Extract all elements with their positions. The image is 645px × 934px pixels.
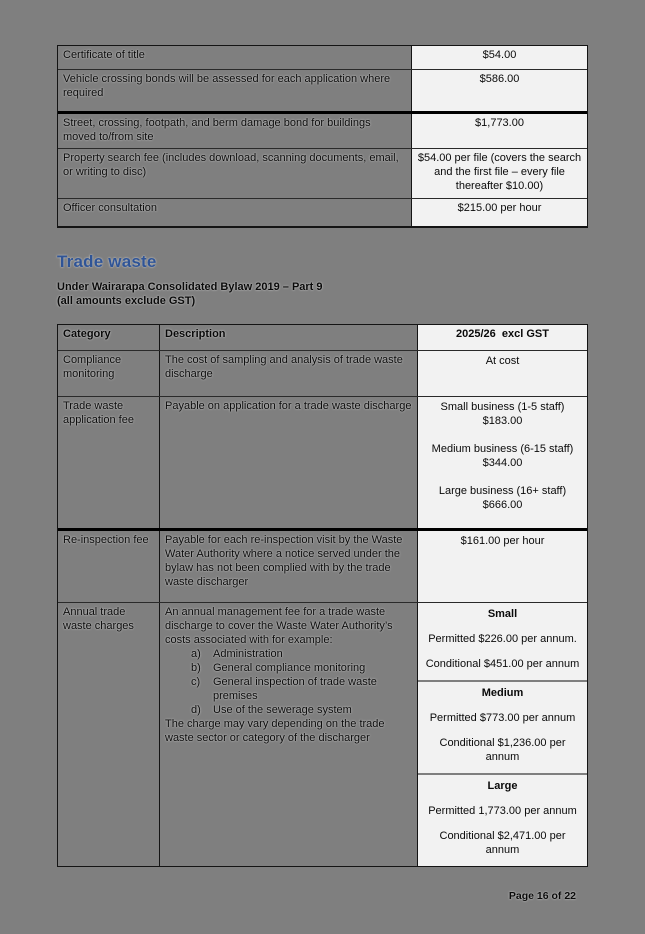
table-row-compliance-monitoring (58, 350, 587, 396)
list-marker: b) (191, 662, 201, 674)
tier-large (423, 484, 582, 512)
fee-item-label: Street, crossing, footpath, and berm damage bond for buildings moved to/from site (63, 117, 371, 143)
fee-item-label: Property search fee (includes download, scanning documents, email, or writing to disc) (63, 152, 399, 178)
annual-conditional: Conditional $451.00 per annum (425, 658, 580, 670)
trade-waste-table (57, 324, 588, 867)
list-text: General inspection of trade waste premises (213, 676, 377, 702)
list-marker: c) (191, 676, 201, 688)
annual-permitted: Permitted $226.00 per annum. (428, 633, 577, 645)
tier-label: Small business (1-5 staff) (440, 401, 565, 413)
table-row (58, 111, 587, 148)
table-row-annual-charges (58, 602, 587, 866)
section-heading: Trade waste (57, 252, 157, 271)
table-header-row (58, 325, 587, 350)
description-text: Payable for each re-inspection visit by the Waste Water Authority where a notice served under the bylaw has not been complied with by the trade waste discharger (159, 531, 417, 602)
list-text: General compliance monitoring (213, 662, 366, 674)
misc-fees-table (57, 45, 588, 228)
fee-item-label: Vehicle crossing bonds will be assessed for each application where required (63, 73, 391, 99)
list-marker: a) (191, 648, 201, 660)
table-row (58, 46, 587, 69)
table-row (58, 198, 587, 226)
description-note: The charge may vary depending on the trade waste sector or category of the discharger (165, 718, 385, 744)
category-label: Annual trade waste charges (63, 606, 134, 632)
tier-medium (423, 442, 582, 470)
annual-section-title: Medium (481, 687, 524, 699)
tier-small (423, 400, 582, 428)
list-item (165, 675, 412, 703)
fee-item-label: Officer consultation (63, 202, 157, 214)
table-row (58, 69, 587, 111)
fee-item-label: Certificate of title (63, 49, 145, 61)
list-text: Use of the sewerage system (213, 704, 352, 716)
category-label: Compliance monitoring (63, 354, 122, 380)
annual-section-large (418, 773, 587, 866)
section-subheading-gst: (all amounts exclude GST) (57, 295, 196, 307)
list-item (165, 647, 412, 661)
description-text (159, 603, 417, 866)
description-text: Payable on application for a trade waste discharge (159, 397, 417, 528)
column-header-amount: 2025/26 excl GST (417, 325, 587, 350)
list-text: Administration (213, 648, 283, 660)
tier-label: Medium business (6-15 staff) (431, 443, 574, 455)
annual-conditional: Conditional $2,471.00 per annum (439, 830, 566, 856)
tier-price: $183.00 (482, 415, 523, 427)
annual-permitted: Permitted 1,773.00 per annum (428, 805, 577, 817)
column-header-category: Category (63, 328, 111, 340)
section-subheading-bylaw: Under Wairarapa Consolidated Bylaw 2019 – Part 9 (57, 281, 323, 293)
fee-amount: $54.00 (411, 46, 587, 69)
fee-amount: $1,773.00 (411, 114, 587, 148)
annual-section-title: Large (487, 780, 518, 792)
annual-section-title: Small (487, 608, 518, 620)
tier-price: $344.00 (482, 457, 523, 469)
list-item (165, 661, 412, 675)
category-label: Trade waste application fee (63, 400, 134, 426)
amount-value: $161.00 per hour (417, 531, 587, 602)
category-label: Re-inspection fee (63, 534, 149, 546)
description-list (165, 647, 412, 717)
annual-section-medium (418, 680, 587, 773)
annual-conditional: Conditional $1,236.00 per annum (439, 737, 566, 763)
description-text: The cost of sampling and analysis of trade waste discharge (159, 351, 417, 396)
tier-label: Large business (16+ staff) (438, 485, 567, 497)
table-row-application-fee (58, 396, 587, 528)
annual-section-small (418, 603, 587, 680)
list-item (165, 703, 412, 717)
fee-amount: $586.00 (411, 70, 587, 111)
tier-price: $666.00 (482, 499, 523, 511)
list-marker: d) (191, 704, 201, 716)
table-row-reinspection-fee (58, 528, 587, 602)
page-number: Page 16 of 22 (508, 890, 576, 902)
table-row (58, 148, 587, 198)
description-intro: An annual management fee for a trade waste discharge to cover the Waste Water Authority’s costs associated with for example: (165, 606, 393, 646)
amount-value (417, 603, 587, 866)
annual-permitted: Permitted $773.00 per annum (429, 712, 576, 724)
amount-value: At cost (417, 351, 587, 396)
fee-amount: $215.00 per hour (411, 199, 587, 226)
fee-amount: $54.00 per file (covers the search and the first file – every file thereafter $10.00) (411, 149, 587, 198)
amount-value (417, 397, 587, 528)
column-header-description: Description (159, 325, 417, 350)
